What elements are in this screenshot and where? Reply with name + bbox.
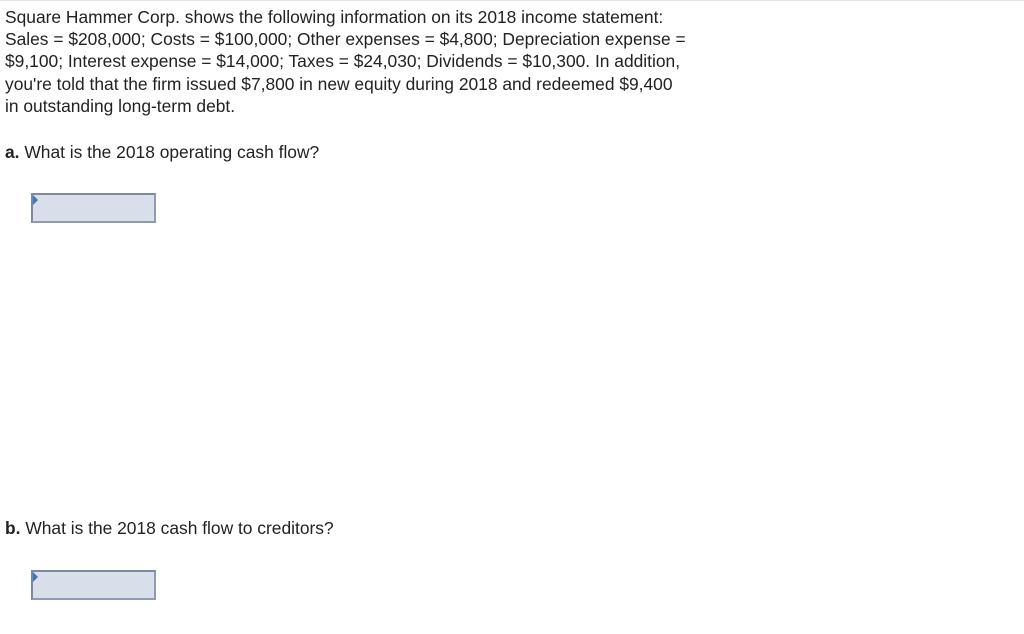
question-b xyxy=(5,517,334,539)
question-a-text: What is the 2018 operating cash flow? xyxy=(24,142,320,162)
problem-line: Square Hammer Corp. shows the following information on its 2018 income statement: xyxy=(5,7,664,27)
question-b-letter: b. xyxy=(5,518,21,538)
question-b-text: What is the 2018 cash flow to creditors? xyxy=(25,518,334,538)
question-a xyxy=(5,141,319,163)
answer-a-box[interactable] xyxy=(31,193,156,223)
problem-line: you're told that the firm issued $7,800 in new equity during 2018 and redeemed $9,400 xyxy=(5,73,673,94)
triangle-right-icon xyxy=(33,572,38,582)
top-divider xyxy=(0,0,1024,1)
question-a-letter: a. xyxy=(5,142,20,162)
problem-line: Sales = $208,000; Costs = $100,000; Other expenses = $4,800; Depreciation expense = xyxy=(5,29,686,50)
answer-b-box[interactable] xyxy=(31,570,156,600)
answer-a-input[interactable] xyxy=(33,195,154,221)
answer-b-input[interactable] xyxy=(33,572,154,598)
triangle-right-icon xyxy=(33,195,38,205)
problem-line: $9,100; Interest expense = $14,000; Taxes = $24,030; Dividends = $10,300. In addition, xyxy=(5,51,681,72)
problem-statement xyxy=(5,6,775,117)
problem-line: in outstanding long-term debt. xyxy=(5,95,236,116)
